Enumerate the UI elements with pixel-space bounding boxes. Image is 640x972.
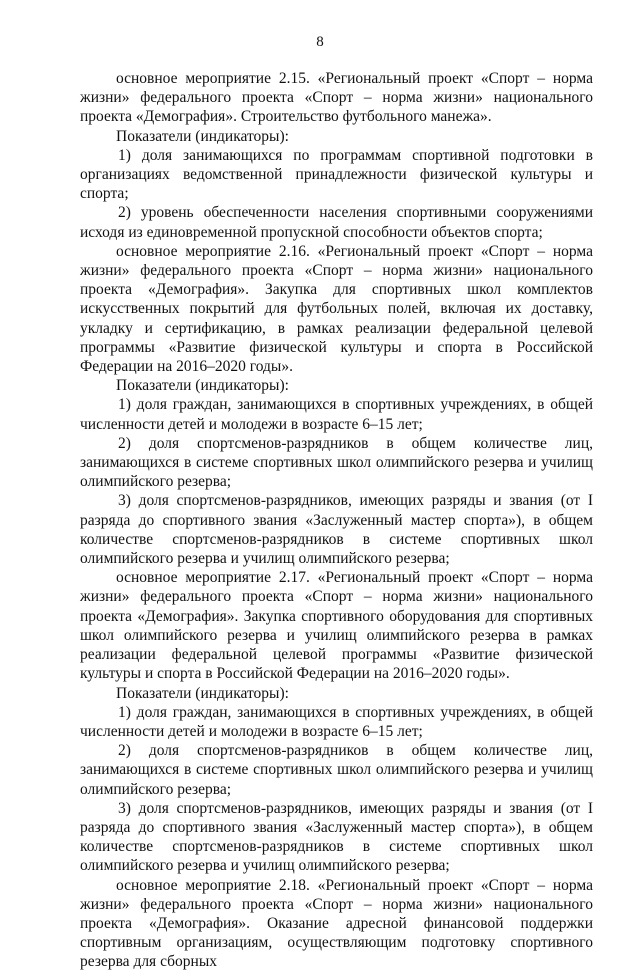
paragraph-measure-2-15: основное мероприятие 2.15. «Региональный проект «Спорт – норма жизни» федерального проекта «Спорт – норма жизни» национального проекта «Демография». Строительство футбольного манежа». bbox=[80, 70, 593, 126]
indicator-item: 1) доля занимающихся по программам спортивной подготовки в организациях ведомственной принадлежности физической культуры и спорта; bbox=[80, 146, 593, 203]
indicator-item: 1) доля граждан, занимающихся в спортивных учреждениях, в общей численности детей и молодежи в возрасте 6–15 лет; bbox=[80, 396, 593, 433]
indicators-heading: Показатели (индикаторы): bbox=[116, 377, 289, 395]
paragraph-measure-2-17: основное мероприятие 2.17. «Региональный проект «Спорт – норма жизни» федерального проекта «Спорт – норма жизни» национального проекта «Демография». Закупка спортивного оборудования для спортивных школ олимпийского резерва и училищ олимпийского резерва в рамках реализации федеральной целевой программы «Развитие физической культуры и спорта в Российской Федерации на 2016–2020 годы». bbox=[80, 569, 593, 683]
indicator-item: 2) доля спортсменов-разрядников в общем количестве лиц, занимающихся в системе спортивных школ олимпийского резерва и училищ олимпийского резерва; bbox=[80, 742, 593, 798]
document-body bbox=[80, 69, 593, 972]
indicators-heading: Показатели (индикаторы): bbox=[116, 127, 289, 145]
page-number: 8 bbox=[316, 34, 324, 50]
paragraph-measure-2-16: основное мероприятие 2.16. «Региональный проект «Спорт – норма жизни» федерального проекта «Спорт – норма жизни» национального проекта «Демография». Закупка для спортивных школ комплектов искусственных покрытий для футбольных полей, включая их доставку, укладку и сертификацию, в рамках реализации федеральной целевой программы «Развитие физической культуры и спорта в Российской Федерации на 2016–2020 годы». bbox=[80, 242, 593, 376]
indicator-item: 3) доля спортсменов-разрядников, имеющих разряды и звания (от I разряда до спортивного звания «Заслуженный мастер спорта»), в общем количестве спортсменов-разрядников в системе спортивных школ олимпийского резерва и училищ олимпийского резерва; bbox=[80, 492, 593, 568]
indicator-item: 2) доля спортсменов-разрядников в общем количестве лиц, занимающихся в системе спортивных школ олимпийского резерва и училищ олимпийского резерва; bbox=[80, 434, 593, 491]
indicator-item: 3) доля спортсменов-разрядников, имеющих разряды и звания (от I разряда до спортивного звания «Заслуженный мастер спорта»), в общем количестве спортсменов-разрядников в системе спортивных школ олимпийского резерва и училищ олимпийского резерва; bbox=[80, 799, 593, 875]
indicator-item: 2) уровень обеспеченности населения спортивными сооружениями исходя из единовременной пропускной способности объектов спорта; bbox=[80, 204, 593, 241]
indicators-heading: Показатели (индикаторы): bbox=[116, 684, 289, 702]
paragraph-measure-2-18: основное мероприятие 2.18. «Региональный проект «Спорт – норма жизни» федерального проекта «Спорт – норма жизни» национального проекта «Демография». Оказание адресной финансовой поддержки спортивным организациям, осуществляющим подготовку спортивного резерва для сборных bbox=[80, 876, 593, 971]
indicator-item: 1) доля граждан, занимающихся в спортивных учреждениях, в общей численности детей и молодежи в возрасте 6–15 лет; bbox=[80, 703, 593, 740]
